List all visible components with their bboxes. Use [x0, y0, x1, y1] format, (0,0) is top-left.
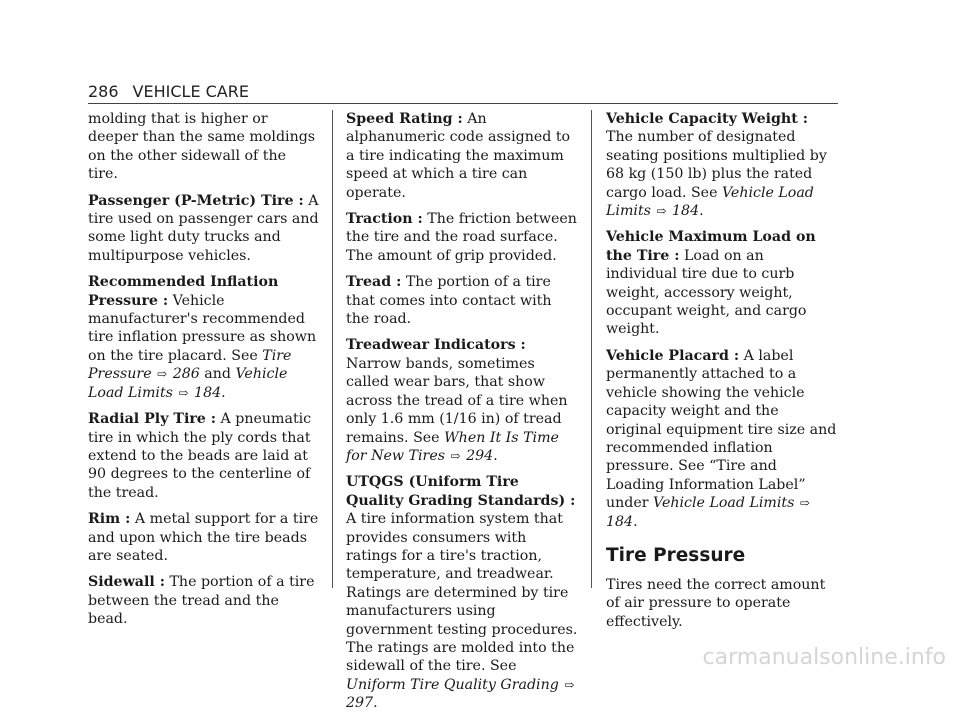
- watermark: carmanualsonline.info: [702, 645, 946, 670]
- column-2: [346, 110, 578, 721]
- definition-sidewall: [88, 573, 320, 628]
- term: Radial Ply Tire :: [88, 411, 217, 428]
- column-divider: [591, 110, 592, 588]
- page-ref-arrow-icon: ⇨: [656, 204, 667, 219]
- definition-passenger-tire: [88, 192, 320, 266]
- definition-rim: [88, 510, 320, 565]
- page-ref-arrow-icon: ⇨: [450, 448, 461, 463]
- term: Sidewall :: [88, 574, 165, 591]
- definition-text: A pneumatic tire in which the ply cords that extend to the beads are laid at 90 degrees to the centerline of the tread.: [88, 411, 312, 501]
- section-title: VEHICLE CARE: [132, 82, 249, 101]
- definition-vehicle-placard: Vehicle Placard : A label permanently attached to a vehicle showing the vehicle capacity weight and the original equipment tire size and recommended inflation pressure. See “Tire and Loading Information Label” under Vehicle Load Limits ⇨ 184.: [606, 347, 837, 530]
- cross-reference-link[interactable]: Tire Pressure ⇨ 286: [88, 347, 292, 383]
- page-ref-arrow-icon: ⇨: [178, 385, 189, 400]
- definition-vehicle-capacity-weight: Vehicle Capacity Weight : The number of designated seating positions multiplied by 68 kg (150 lb) plus the rated cargo load. See Vehicle Load Limits ⇨ 184.: [606, 111, 827, 220]
- cross-reference-link[interactable]: Uniform Tire Quality Grading ⇨ 297: [346, 676, 575, 712]
- term: Speed Rating :: [346, 111, 463, 127]
- section-heading: Tire Pressure: [606, 544, 746, 566]
- definition-text: A tire information system that provides consumers with ratings for a tire's traction, temperature, and treadwear. Ratings are determined by tire manufacturers using government testing procedures. The ratings are molded into the sidewall of the tire. See: [346, 511, 578, 675]
- column-3: [606, 110, 838, 639]
- definition-traction: [346, 210, 578, 265]
- definition-utqgs: UTQGS (Uniform Tire Quality Grading Standards) : A tire information system that provides consumers with ratings for a tire's traction, temperature, and treadwear. Ratings are determined by tire manufacturers using government testing procedures. The ratings are molded into the sidewall of the tire. See Uniform Tire Quality Grading ⇨ 297.: [346, 474, 578, 712]
- page-header: [88, 82, 838, 104]
- definition-text: A tire used on passenger cars and some light duty trucks and multipurpose vehicles.: [88, 192, 319, 264]
- definition-text: Narrow bands, sometimes called wear bars, that show across the tread of a tire when only 1.6 mm (1/16 in) of tread remains. See: [346, 355, 568, 446]
- term: Treadwear Indicators :: [346, 337, 526, 354]
- definition-radial-ply-tire: [88, 410, 320, 502]
- definition-text: A metal support for a tire and upon which the tire beads are seated.: [88, 511, 319, 564]
- term: Passenger (P-Metric) Tire :: [88, 192, 304, 209]
- term: Traction :: [346, 211, 423, 228]
- cross-reference-link[interactable]: When It Is Time for New Tires ⇨ 294: [346, 429, 559, 464]
- definition-tread: [346, 273, 578, 328]
- column-divider: [332, 110, 333, 588]
- cross-reference-link[interactable]: Vehicle Load Limits ⇨ 184: [88, 366, 288, 401]
- page-ref-arrow-icon: ⇨: [799, 496, 810, 511]
- definition-text: The portion of a tire that comes into contact with the road.: [346, 274, 552, 328]
- term: Vehicle Capacity Weight :: [606, 111, 808, 127]
- term: UTQGS (Uniform Tire Quality Grading Standards) :: [346, 474, 576, 509]
- cross-reference-link[interactable]: Vehicle Load Limits ⇨ 184: [606, 184, 814, 220]
- cross-reference-link[interactable]: Vehicle Load Limits ⇨ 184: [606, 495, 810, 530]
- page-ref-arrow-icon: ⇨: [564, 677, 575, 692]
- definition-text: An alphanumeric code assigned to a tire indicating the maximum speed at which a tire can operate.: [346, 111, 571, 201]
- term: Vehicle Maximum Load on the Tire :: [606, 229, 816, 264]
- term: Recommended Inflation Pressure :: [88, 274, 279, 309]
- page-number: 286: [88, 82, 119, 101]
- paragraph: molding that is higher or deeper than the same moldings on the other sidewall of the tire.: [88, 111, 316, 183]
- definition-vehicle-maximum-load: [606, 228, 838, 338]
- definition-recommended-inflation-pressure: Recommended Inflation Pressure : Vehicle manufacturer's recommended tire inflation pressure as shown on the tire placard. See Tire Pressure ⇨ 286 and Vehicle Load Limits ⇨ 184.: [88, 274, 317, 401]
- column-1: [88, 110, 320, 637]
- definition-treadwear-indicators: Treadwear Indicators : Narrow bands, sometimes called wear bars, that show across the tread of a tire when only 1.6 mm (1/16 in) of tread remains. See When It Is Time for New Tires ⇨ 294.: [346, 337, 568, 464]
- term: Vehicle Placard :: [606, 347, 740, 364]
- definition-text: The friction between the tire and the road surface. The amount of grip provided.: [346, 211, 577, 264]
- definition-text: Load on an individual tire due to curb weight, accessory weight, occupant weight, and cargo weight.: [606, 247, 807, 338]
- definition-text: The portion of a tire between the tread and the bead.: [88, 574, 315, 628]
- definition-text: A label permanently attached to a vehicle showing the vehicle capacity weight and the original equipment tire size and recommended inflation pressure. See “Tire and Loading Information Label” under: [606, 347, 837, 512]
- page-ref-arrow-icon: ⇨: [157, 367, 168, 382]
- term: Rim :: [88, 511, 131, 528]
- definition-speed-rating: [346, 110, 578, 202]
- definition-text: The number of designated seating positions multiplied by 68 kg (150 lb) plus the rated cargo load. See: [606, 129, 827, 201]
- paragraph: Tires need the correct amount of air pressure to operate effectively.: [606, 576, 826, 630]
- header-rule: [88, 103, 838, 104]
- definition-text: Vehicle manufacturer's recommended tire inflation pressure as shown on the tire placard. See: [88, 292, 317, 364]
- term: Tread :: [346, 274, 402, 291]
